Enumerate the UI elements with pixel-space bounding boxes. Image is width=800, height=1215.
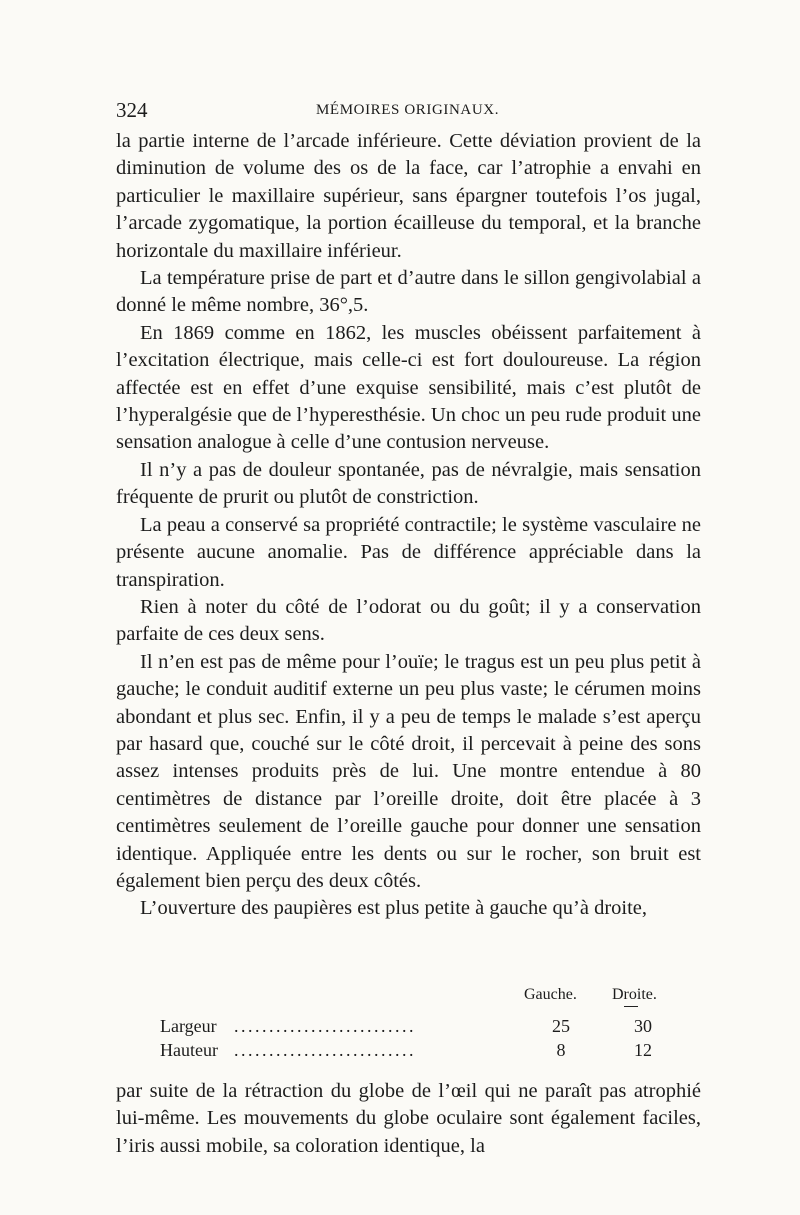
page-header xyxy=(116,98,701,128)
column-header-left: Gauche. xyxy=(524,986,577,1003)
body-text xyxy=(116,128,701,923)
value-right: 30 xyxy=(634,1016,652,1036)
column-rule xyxy=(624,1006,638,1007)
row-label: Hauteur xyxy=(160,1040,218,1060)
leader-dots: .......................... xyxy=(234,1016,416,1036)
continuation-text xyxy=(116,1078,701,1160)
paragraph: Il n’y a pas de douleur spontanée, pas de névralgie, mais sensation fréquente de prurit ou plutôt de constriction. xyxy=(116,458,701,509)
table-row xyxy=(160,1016,680,1040)
paragraph: La peau a conservé sa propriété contractile; le système vasculaire ne présente aucune anomalie. Pas de différence appréciable dans la transpiration. xyxy=(116,513,701,591)
value-left: 25 xyxy=(552,1016,570,1036)
paragraph: En 1869 comme en 1862, les muscles obéissent parfaitement à l’excitation électrique, mais celle-ci est fort douloureuse. La région affectée est en effet d’une exquise sensibilité, mais c’est plutôt de l’hyperalgésie que de l’hyperesthésie. Un choc un peu rude produit une sensation analogue à celle d’une contusion nerveuse. xyxy=(116,321,701,454)
page-number: 324 xyxy=(116,98,148,122)
measurement-table xyxy=(116,986,701,1058)
value-left: 8 xyxy=(556,1040,566,1060)
leader-dots: .......................... xyxy=(234,1040,416,1060)
paragraph: la partie interne de l’arcade inférieure. Cette déviation provient de la diminution de volume des os de la face, car l’atrophie a envahi en particulier le maxillaire supérieur, sans épargner toutefois l’os jugal, l’arcade zygomatique, la portion écailleuse du temporal, et la branche horizontale du maxillaire inférieur. xyxy=(116,130,701,262)
column-header-right: Droite. xyxy=(612,986,657,1003)
value-right: 12 xyxy=(634,1040,652,1060)
paragraph: Rien à noter du côté de l’odorat ou du goût; il y a conservation parfaite de ces deux sens. xyxy=(116,595,701,646)
paragraph: Il n’en est pas de même pour l’ouïe; le tragus est un peu plus petit à gauche; le conduit auditif externe un peu plus vaste; le cérumen moins abondant et plus sec. Enfin, il y a peu de temps le malade s’est aperçu par hasard que, couché sur le côté droit, il percevait à peine des sons assez intenses produits près de lui. Une montre entendue à 80 centimètres de distance par l’oreille droite, doit être placée à 3 centimètres seulement de l’oreille gauche pour donner une sensation identique. Appliquée entre les dents ou sur le rocher, son bruit est également bien perçu des deux côtés. xyxy=(116,650,701,892)
row-label: Largeur xyxy=(160,1016,217,1036)
paragraph: La température prise de part et d’autre dans le sillon gengivolabial a donné le même nombre, 36°,5. xyxy=(116,267,701,317)
paragraph: L’ouverture des paupières est plus petite à gauche qu’à droite, xyxy=(140,897,648,920)
paragraph: par suite de la rétraction du globe de l’œil qui ne paraît pas atrophié lui-même. Les mouvements du globe oculaire sont également faciles, l’iris aussi mobile, sa coloration identique, la xyxy=(116,1080,701,1157)
running-head: MÉMOIRES ORIGINAUX. xyxy=(316,102,500,118)
table-row xyxy=(160,1040,680,1064)
